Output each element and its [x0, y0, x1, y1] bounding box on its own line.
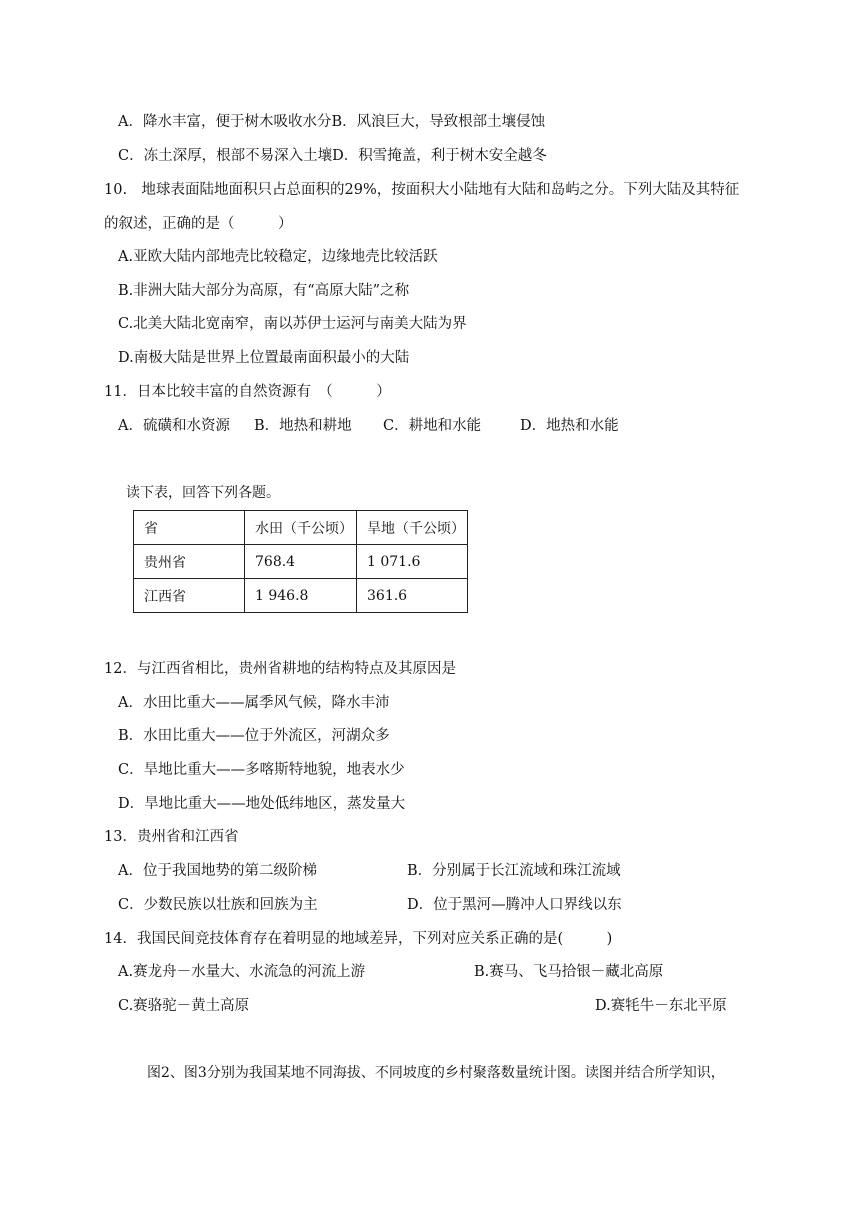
q12-option-a: A．水田比重大——属季风气候，降水丰沛	[118, 695, 390, 711]
q11-stem: 11．日本比较丰富的自然资源有 （ ）	[104, 384, 391, 400]
q11-option-a: A．硫磺和水资源	[118, 418, 230, 434]
q9-option-c: C．冻土深厚，根部不易深入土壤	[118, 148, 333, 164]
q10-stem-line2: 的叙述，正确的是（ ）	[104, 216, 293, 232]
q14-option-d: D.赛牦牛－东北平原	[595, 998, 727, 1014]
q13-option-a: A．位于我国地势的第二级阶梯	[118, 863, 317, 879]
q14-options-row2	[0, 996, 860, 1016]
q14-option-b: B.赛马、飞马拾银－藏北高原	[474, 964, 664, 980]
q12-stem: 12．与江西省相比，贵州省耕地的结构特点及其原因是	[104, 661, 456, 677]
table-header-row	[134, 511, 468, 545]
cropland-table	[133, 510, 468, 613]
q13-option-d: D．位于黑河—腾冲人口界线以东	[407, 897, 622, 913]
q9-option-b: B．风浪巨大，导致根部土壤侵蚀	[331, 114, 546, 130]
q10-option-d: D.南极大陆是世界上位置最南面积最小的大陆	[118, 350, 410, 366]
q11-option-b: B．地热和耕地	[254, 418, 352, 434]
table-header-paddy: 水田（千公顷）	[245, 511, 357, 545]
table-intro: 读下表，回答下列各题。	[126, 485, 280, 501]
table-cell: 1 946.8	[245, 579, 357, 613]
table-header-province: 省	[134, 511, 245, 545]
q11-option-c: C．耕地和水能	[383, 418, 482, 434]
table-row	[134, 579, 468, 613]
table-row	[134, 545, 468, 579]
q14-options-row1	[0, 962, 860, 982]
q10-option-b: B.非洲大陆大部分为高原，有“高原大陆”之称	[118, 283, 410, 299]
q12-option-b: B．水田比重大——位于外流区，河湖众多	[118, 728, 390, 744]
q13-option-b: B．分别属于长江流域和珠江流域	[407, 863, 621, 879]
q14-option-a: A.赛龙舟－水量大、水流急的河流上游	[118, 964, 366, 980]
table-cell: 贵州省	[134, 545, 245, 579]
q10-stem-line1: 10. 地球表面陆地面积只占总面积的29%，按面积大小陆地有大陆和岛屿之分。下列大陆及其特征	[104, 182, 740, 198]
q9-option-a: A．降水丰富，便于树木吸收水分	[118, 114, 332, 130]
figure-intro: 图2、图3分别为我国某地不同海拔、不同坡度的乡村聚落数量统计图。读图并结合所学知识，	[147, 1065, 725, 1081]
table-cell: 768.4	[245, 545, 357, 579]
table-cell: 1 071.6	[357, 545, 468, 579]
table-cell: 361.6	[357, 579, 468, 613]
q9-option-c-d	[118, 146, 547, 166]
q10-option-a: A.亚欧大陆内部地壳比较稳定，边缘地壳比较活跃	[118, 249, 438, 265]
q14-option-c: C.赛骆驼－黄土高原	[118, 998, 250, 1014]
q13-stem: 13．贵州省和江西省	[104, 829, 239, 845]
table-cell: 江西省	[134, 579, 245, 613]
q13-options-row1	[0, 861, 860, 881]
q11-option-d: D．地热和水能	[520, 418, 619, 434]
table-header-dryland: 旱地（千公顷）	[357, 511, 468, 545]
q11-options	[0, 416, 860, 436]
q12-option-d: D．旱地比重大——地处低纬地区，蒸发量大	[118, 796, 406, 812]
q14-stem: 14．我国民间竞技体育存在着明显的地域差异，下列对应关系正确的是( )	[104, 931, 613, 947]
q13-options-row2	[0, 895, 860, 915]
q10-option-c: C.北美大陆北宽南窄，南以苏伊士运河与南美大陆为界	[118, 316, 467, 332]
q12-option-c: C．旱地比重大——多喀斯特地貌，地表水少	[118, 762, 405, 778]
q9-option-d: D．积雪掩盖，利于树木安全越冬	[332, 148, 547, 164]
q13-option-c: C．少数民族以壮族和回族为主	[118, 897, 318, 913]
q9-option-a-b	[118, 112, 545, 132]
